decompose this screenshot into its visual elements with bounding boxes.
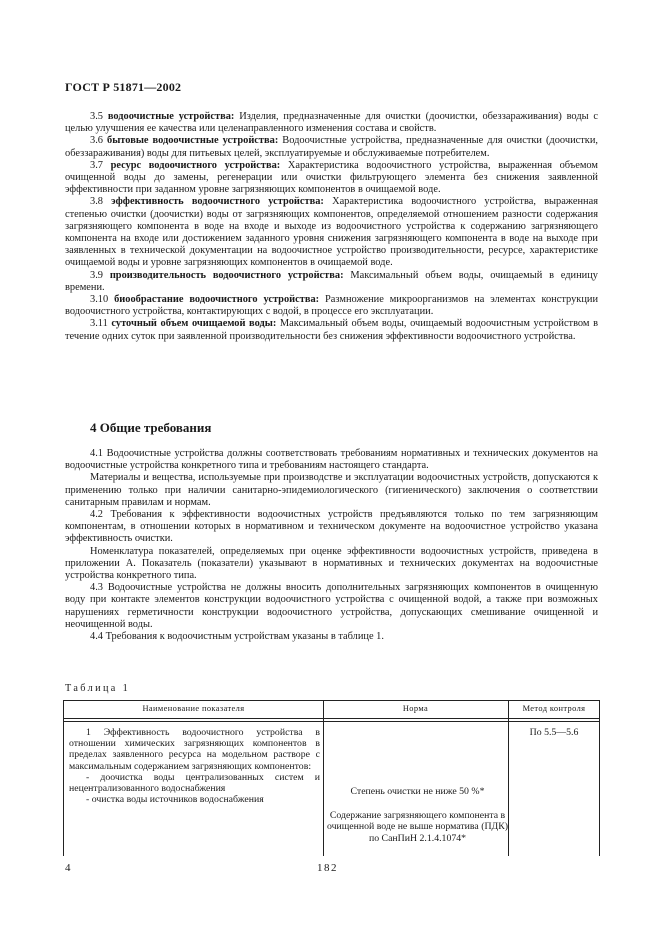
table-caption: Таблица 1 — [65, 683, 131, 694]
definition-3-9: 3.9 производительность водоочистного устройства: Максимальный объем воды, очищаемый в единицу времени. — [65, 269, 598, 293]
table-header-divider — [64, 721, 599, 722]
table-header-norm: Норма — [402, 704, 429, 713]
table-cell-indicator — [69, 727, 320, 805]
paragraph-materials: Материалы и вещества, используемые при производстве и эксплуатации водоочистных устройств, допускаются к применению только при наличии санитарно-эпидемиологического (гигиенического) заключения о соответствии санитарным правилам и нормам. — [65, 472, 598, 508]
definition-3-8: 3.8 эффективность водоочистного устройства: Характеристика водоочистного устройства, выраженная степенью очистки (доочистки) воды от загрязняющих компонентов, определяемой отношением разности содержания загрязняющего компонента в воде на входе и выходе из водоочистного устройства к содержанию загрязняющего компонента на входе или достижением заданного уровня снижения загрязняющего компонента в воде на выходе при заявленных в технической документации на водоочистное устройство производительности, ресурсе, характеристике очищаемой воды и уровне загрязняющих компонентов в очищаемой воде. — [65, 196, 598, 269]
section-heading: 4 Общие требования — [90, 420, 212, 435]
sequence-page-number: 182 — [317, 862, 338, 874]
section-body — [65, 448, 598, 643]
indicator-text: - очистка воды источников водоснабжения — [86, 794, 264, 806]
table-cell-norm-b: Содержание загрязняющего компонента в очищенной воде не выше норматива (ПДК) по СанПиН 2.1.4.1074* — [326, 810, 509, 844]
indicator-text: 1 Эффективность водоочистного устройства в отношении химических загрязняющих компонентов в пределах заявленного ресурса на модельном растворе с максимальным содержанием загрязняющих компонентов: — [69, 727, 320, 772]
paragraph-4-3: 4.3 Водоочистные устройства не должны вносить дополнительных загрязняющих компонентов в очищенную воду при контакте элементов конструкции водоочистного устройства с очищенной водой, а также при возможных нарушениях герметичности конструкции водоочистного устройства, допускающих смешивание очищенной и неочищенной воды. — [65, 582, 598, 630]
definitions-block — [65, 111, 598, 343]
definition-3-11: 3.11 суточный объем очищаемой воды: Максимальный объем воды, очищаемый водоочистным устройством в течение одних суток при заявленной производительности без снижения эффективности водоочистного устройства. — [65, 318, 599, 342]
paragraph-4-4: 4.4 Требования к водоочистным устройствам указаны в таблице 1. — [90, 631, 384, 643]
table-cell-norm-a: Степень очистки не ниже 50 %* — [350, 786, 485, 797]
paragraph-4-2: 4.2 Требования к эффективности водоочистных устройств предъявляются только по тем загрязняющим компонентам, в отношении которых в нормативном и техническом документе на водоочистное устройство указана эффективность очистки. — [65, 509, 598, 545]
paragraph-4-1: 4.1 Водоочистные устройства должны соответствовать требованиям нормативных и технических документов на водоочистные устройства конкретного типа и требованиям настоящего стандарта. — [65, 448, 598, 472]
page-number: 4 — [65, 862, 71, 874]
table-cell-method: По 5.5—5.6 — [529, 727, 579, 738]
table-column-divider — [323, 701, 324, 856]
definition-3-7: 3.7 ресурс водоочистного устройства: Характеристика водоочистного устройства, выраженная объемом очищенной воды до замены, регенерации или очистки фильтрующего элемента без снижения заявленной эффективности при заданном уровне загрязняющих компонентов в очищаемой воде. — [65, 159, 598, 196]
document-header: ГОСТ Р 51871—2002 — [65, 80, 182, 94]
table-header-divider — [64, 718, 599, 719]
definition-3-5: 3.5 водоочистные устройства: Изделия, предназначенные для очистки (доочистки, обеззараживания) воды с целью улучшения ее качества или целенаправленного изменения состава и свойств. — [65, 111, 598, 135]
paragraph-nomenclature: Номенклатура показателей, определяемых при оценке эффективности водоочистных устройств, приведена в приложении А. Показатель (показатели) указывают в нормативных и технических документах на водоочистные устройства конкретного типа. — [65, 545, 598, 582]
table-header-method: Метод контроля — [522, 704, 586, 713]
indicator-text: - доочистка воды централизованных систем и нецентрализованного водоснабжения — [69, 771, 320, 795]
table-header-indicator: Наименование показателя — [142, 704, 245, 713]
requirements-table — [63, 700, 600, 856]
definition-3-10: 3.10 биообрастание водоочистного устройства: Размножение микроорганизмов на элементах конструкции водоочистного устройства, контактирующих с водой, в процессе его эксплуатации. — [65, 294, 599, 318]
definition-3-6: 3.6 бытовые водоочистные устройства: Водоочистные устройства, предназначенные для очистки (доочистки, обеззараживания) воды для питьевых целей, эксплуатируемые и обслуживаемые потребителем. — [65, 135, 598, 159]
